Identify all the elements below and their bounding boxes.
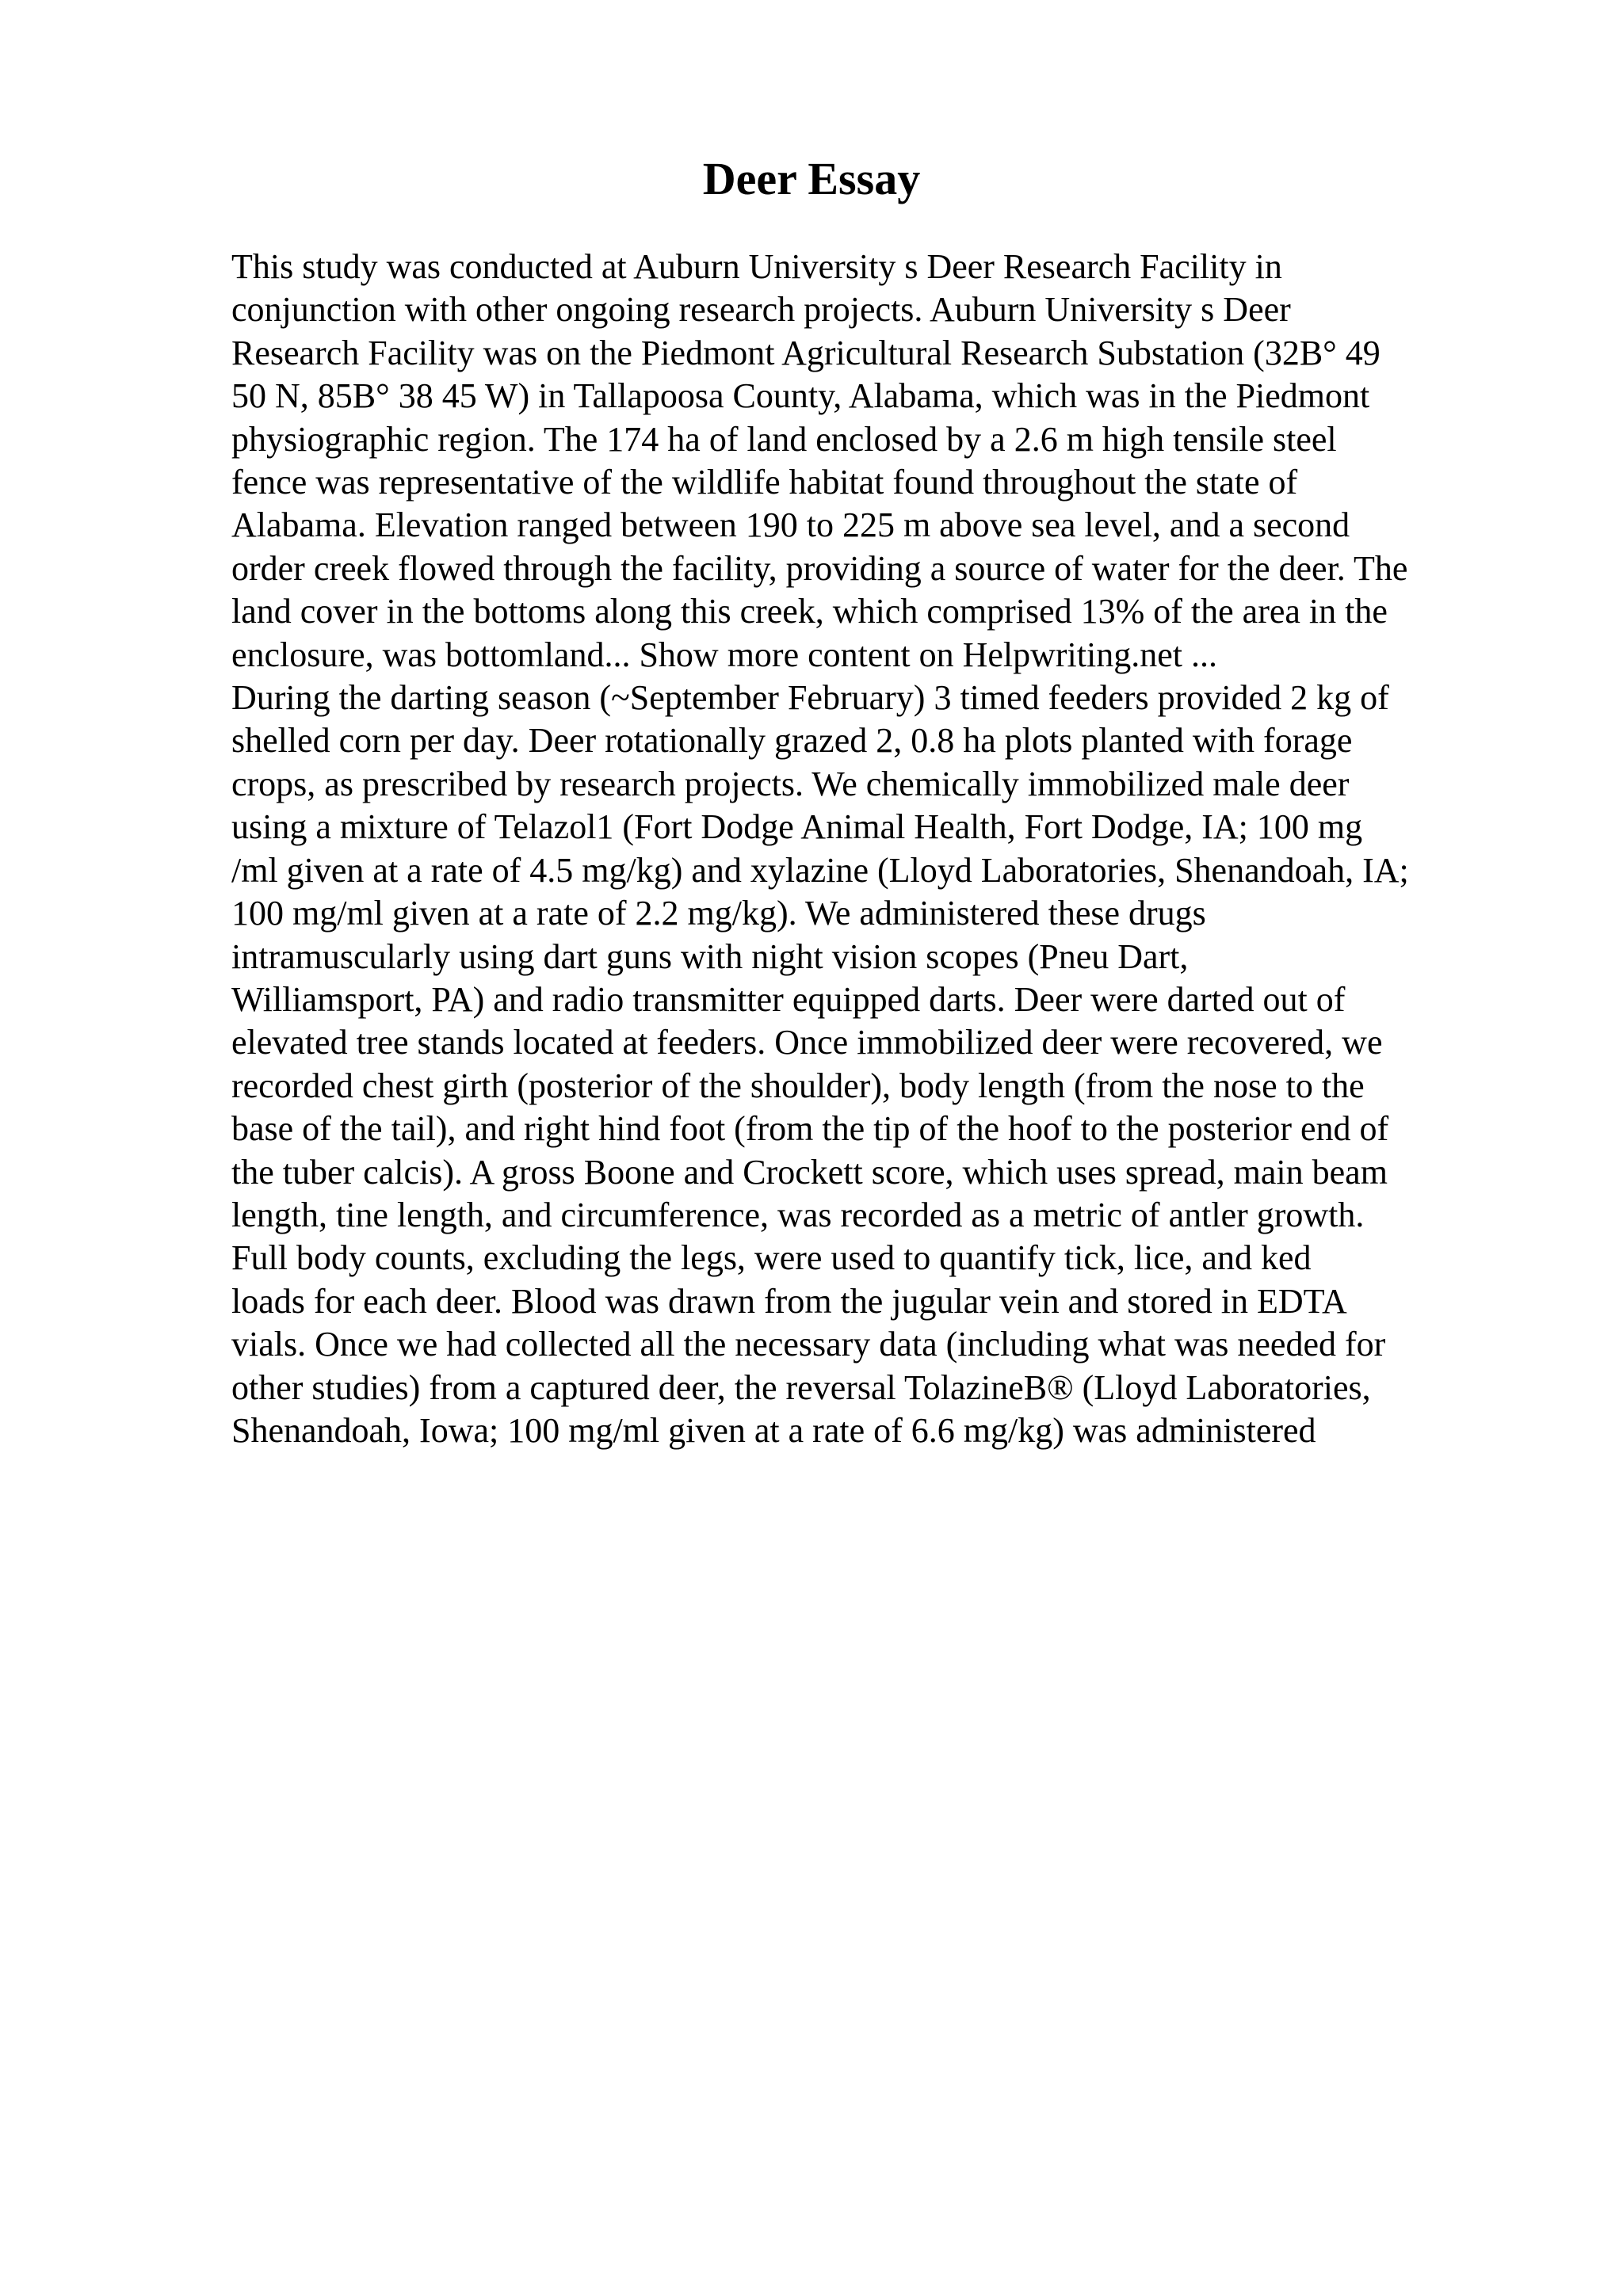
document-title: Deer Essay (702, 153, 921, 204)
body-line: base of the tail), and right hind foot (from the tip of the hoof to the posterior end of (231, 1109, 1389, 1149)
body-line: elevated tree stands located at feeders. Once immobilized deer were recovered, we (231, 1023, 1383, 1062)
body-line: Shenandoah, Iowa; 100 mg/ml given at a rate of 6.6 mg/kg) was administered (231, 1410, 1316, 1450)
body-line: vials. Once we had collected all the necessary data (including what was needed for (231, 1325, 1386, 1364)
body-line: conjunction with other ongoing research projects. Auburn University s Deer (231, 290, 1291, 330)
body-line: the tuber calcis). A gross Boone and Crockett score, which uses spread, main beam (231, 1152, 1388, 1192)
body-line: crops, as prescribed by research projects. We chemically immobilized male deer (231, 764, 1350, 803)
body-line: physiographic region. The 174 ha of land enclosed by a 2.6 m high tensile steel (231, 419, 1337, 459)
body-line: fence was representative of the wildlife habitat found throughout the state of (231, 463, 1298, 502)
body-line: 50 N, 85B° 38 45 W) in Tallapoosa County, Alabama, which was in the Piedmont (231, 376, 1370, 416)
body-line: recorded chest girth (posterior of the shoulder), body length (from the nose to the (231, 1066, 1365, 1105)
body-line: other studies) from a captured deer, the reversal TolazineB® (Lloyd Laboratories, (231, 1367, 1371, 1407)
body-line: /ml given at a rate of 4.5 mg/kg) and xylazine (Lloyd Laboratories, Shenandoah, IA; (231, 850, 1409, 890)
body-line: This study was conducted at Auburn University s Deer Research Facility in (231, 247, 1282, 286)
body-line: length, tine length, and circumference, was recorded as a metric of antler growth. (231, 1195, 1365, 1234)
body-line: enclosure, was bottomland... Show more content on Helpwriting.net ... (231, 635, 1217, 674)
document-body (231, 246, 1499, 1452)
body-line: Williamsport, PA) and radio transmitter equipped darts. Deer were darted out of (231, 979, 1346, 1019)
body-line: intramuscularly using dart guns with night vision scopes (Pneu Dart, (231, 936, 1189, 976)
body-line: using a mixture of Telazol1 (Fort Dodge Animal Health, Fort Dodge, IA; 100 mg (231, 807, 1363, 847)
body-line: shelled corn per day. Deer rotationally grazed 2, 0.8 ha plots planted with forage (231, 721, 1353, 761)
body-line: Alabama. Elevation ranged between 190 to 225 m above sea level, and a second (231, 505, 1350, 545)
body-line: land cover in the bottoms along this creek, which comprised 13% of the area in the (231, 592, 1388, 631)
body-line: During the darting season (~September February) 3 timed feeders provided 2 kg of (231, 678, 1389, 718)
body-line: order creek flowed through the facility, providing a source of water for the deer. The (231, 548, 1408, 588)
body-line: 100 mg/ml given at a rate of 2.2 mg/kg). We administered these drugs (231, 894, 1206, 933)
body-line: Research Facility was on the Piedmont Agricultural Research Substation (32B° 49 (231, 333, 1381, 372)
body-line: loads for each deer. Blood was drawn from the jugular vein and stored in EDTA (231, 1281, 1347, 1321)
body-line: Full body counts, excluding the legs, were used to quantify tick, lice, and ked (231, 1238, 1312, 1278)
